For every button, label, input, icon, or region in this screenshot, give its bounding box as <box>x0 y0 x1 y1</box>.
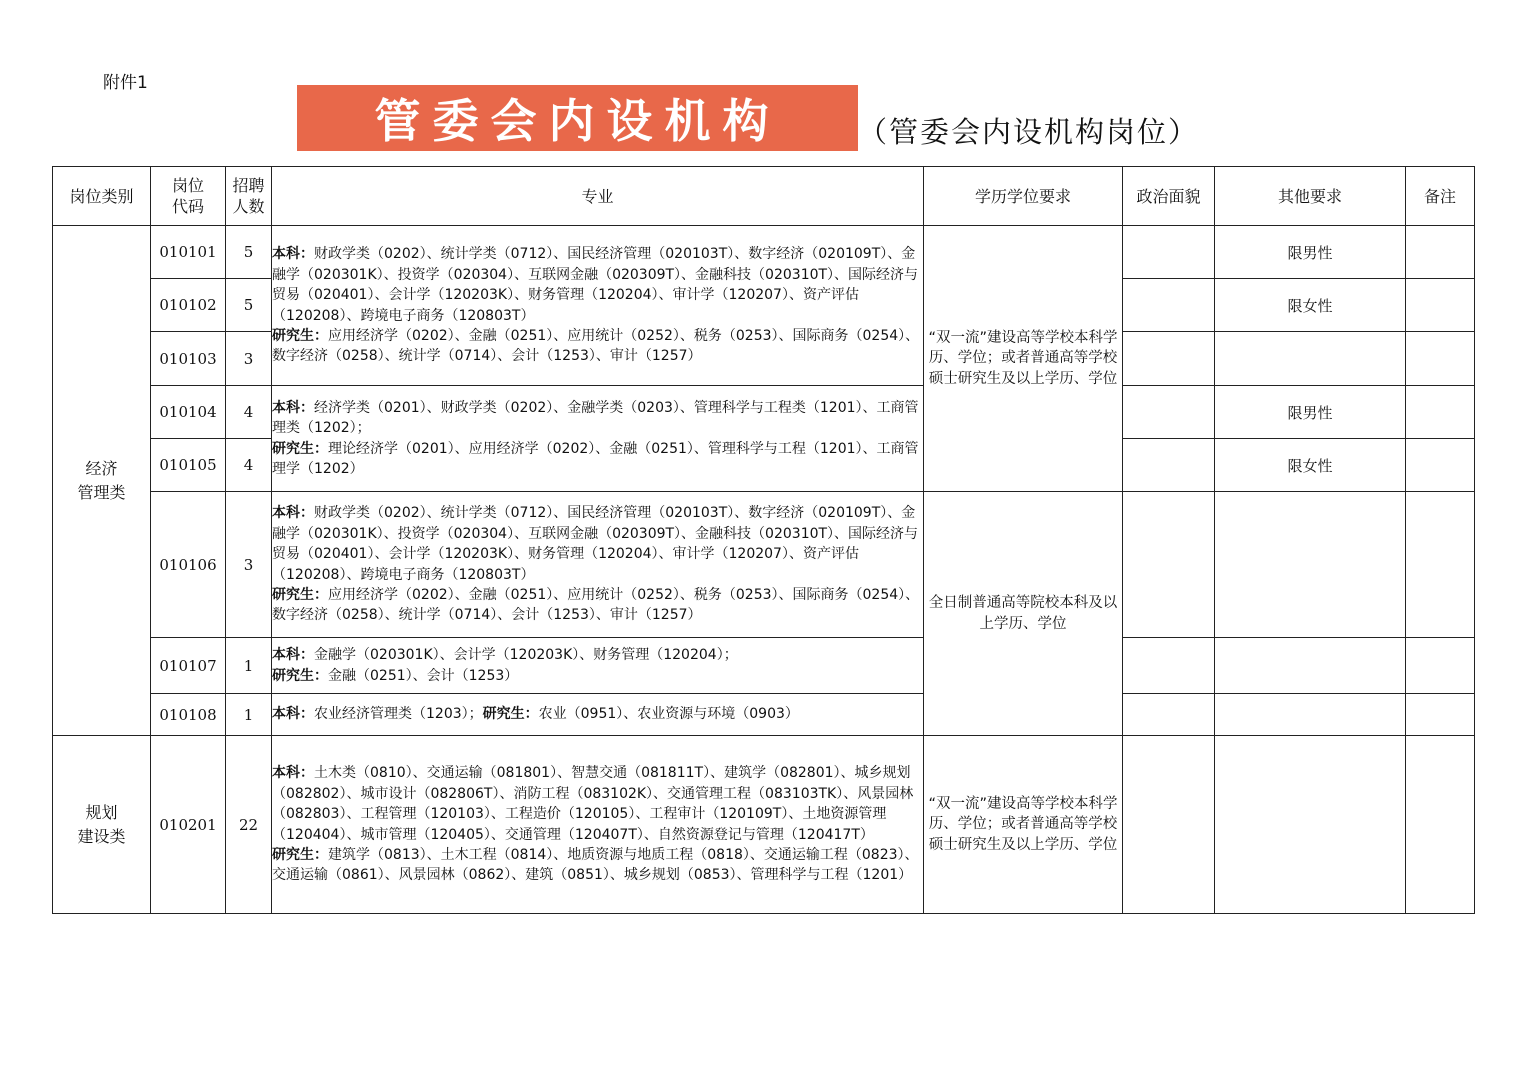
remark-cell <box>1406 694 1475 736</box>
table-row <box>53 736 1475 914</box>
political-cell <box>1123 694 1215 736</box>
positions-table <box>52 166 1475 914</box>
political-cell <box>1123 226 1215 279</box>
other-cell <box>1215 332 1406 386</box>
table-row <box>53 694 1475 736</box>
remark-cell <box>1406 332 1475 386</box>
position-code: 010201 <box>151 736 226 914</box>
position-count: 1 <box>226 694 272 736</box>
major-cell: 本科：土木类（0810）、交通运输（081801）、智慧交通（081811T）、建筑学（082801）、城乡规划（082802）、城市设计（082806T）、消防工程（083102K）、交通管理工程（083103TK）、风景园林（082803）、工程管理（120103）、工程造价（120105）、工程审计（120109T）、土地资源管理（120404）、城市管理（120405）、交通管理（120407T）、自然资源登记与管理（120417T） 研究生：建筑学（0813）、土木工程（0814）、地质资源与地质工程（0818）、交通运输工程（0823）、交通运输（0861）、风景园林（0862）、建筑（0851）、城乡规划（0853）、管理科学与工程（1201） <box>272 736 924 914</box>
education-cell: “双一流”建设高等学校本科学历、学位；或者普通高等学校硕士研究生及以上学历、学位 <box>924 736 1123 914</box>
remark-cell <box>1406 386 1475 439</box>
other-cell <box>1215 638 1406 694</box>
remark-cell <box>1406 226 1475 279</box>
remark-cell <box>1406 736 1475 914</box>
header-category: 岗位类别 <box>53 167 151 226</box>
major-cell: 本科：农业经济管理类（1203）；研究生：农业（0951）、农业资源与环境（0903） <box>272 694 924 736</box>
remark-cell <box>1406 638 1475 694</box>
other-cell <box>1215 694 1406 736</box>
table-row <box>53 386 1475 439</box>
position-count: 22 <box>226 736 272 914</box>
political-cell <box>1123 638 1215 694</box>
table-row <box>53 226 1475 279</box>
position-count: 1 <box>226 638 272 694</box>
other-cell: 限男性 <box>1215 226 1406 279</box>
political-cell <box>1123 386 1215 439</box>
major-cell: 本科：财政学类（0202）、统计学类（0712）、国民经济管理（020103T）、数字经济（020109T）、金融学（020301K）、投资学（020304）、互联网金融（020309T）、金融科技（020310T）、国际经济与贸易（020401）、会计学（120203K）、财务管理（120204）、审计学（120207）、资产评估（120208）、跨境电子商务（120803T） 研究生：应用经济学（0202）、金融（0251）、应用统计（0252）、税务（0253）、国际商务（0254）、数字经济（0258）、统计学（0714）、会计（1253）、审计（1257） <box>272 492 924 638</box>
position-code: 010105 <box>151 439 226 492</box>
position-count: 3 <box>226 492 272 638</box>
remark-cell <box>1406 279 1475 332</box>
table-row <box>53 638 1475 694</box>
position-count: 3 <box>226 332 272 386</box>
position-code: 010102 <box>151 279 226 332</box>
header-major: 专业 <box>272 167 924 226</box>
position-code: 010106 <box>151 492 226 638</box>
page-title: 管委会内设机构 <box>374 94 781 148</box>
header-other: 其他要求 <box>1215 167 1406 226</box>
position-count: 4 <box>226 386 272 439</box>
position-code: 010107 <box>151 638 226 694</box>
position-count: 5 <box>226 279 272 332</box>
major-cell: 本科：财政学类（0202）、统计学类（0712）、国民经济管理（020103T）、数字经济（020109T）、金融学（020301K）、投资学（020304）、互联网金融（020309T）、金融科技（020310T）、国际经济与贸易（020401）、会计学（120203K）、财务管理（120204）、审计学（120207）、资产评估（120208）、跨境电子商务（120803T） 研究生：应用经济学（0202）、金融（0251）、应用统计（0252）、税务（0253）、国际商务（0254）、数字经济（0258）、统计学（0714）、会计（1253）、审计（1257） <box>272 226 924 386</box>
position-code: 010101 <box>151 226 226 279</box>
page-subtitle: （管委会内设机构岗位） <box>858 115 1200 149</box>
header-code: 岗位 代码 <box>151 167 226 226</box>
remark-cell <box>1406 439 1475 492</box>
political-cell <box>1123 492 1215 638</box>
education-cell: “双一流”建设高等学校本科学历、学位；或者普通高等学校硕士研究生及以上学历、学位 <box>924 226 1123 492</box>
other-cell: 限女性 <box>1215 279 1406 332</box>
position-code: 010104 <box>151 386 226 439</box>
header-political: 政治面貌 <box>1123 167 1215 226</box>
remark-cell <box>1406 492 1475 638</box>
other-cell: 限女性 <box>1215 439 1406 492</box>
position-count: 4 <box>226 439 272 492</box>
other-cell <box>1215 736 1406 914</box>
education-cell: 全日制普通高等院校本科及以上学历、学位 <box>924 492 1123 736</box>
header-count: 招聘 人数 <box>226 167 272 226</box>
attachment-label: 附件1 <box>103 73 148 93</box>
table-row <box>53 492 1475 638</box>
other-cell <box>1215 492 1406 638</box>
position-code: 010103 <box>151 332 226 386</box>
major-cell: 本科：经济学类（0201）、财政学类（0202）、金融学类（0203）、管理科学与工程类（1201）、工商管理类（1202）； 研究生：理论经济学（0201）、应用经济学（0202）、金融（0251）、管理科学与工程（1201）、工商管理学（1202） <box>272 386 924 492</box>
header-remark: 备注 <box>1406 167 1475 226</box>
major-cell: 本科：金融学（020301K）、会计学（120203K）、财务管理（120204）； 研究生：金融（0251）、会计（1253） <box>272 638 924 694</box>
header-row <box>53 167 1475 226</box>
political-cell <box>1123 439 1215 492</box>
political-cell <box>1123 332 1215 386</box>
political-cell <box>1123 736 1215 914</box>
category-planning: 规划 建设类 <box>53 736 151 914</box>
category-econ: 经济 管理类 <box>53 226 151 736</box>
position-count: 5 <box>226 226 272 279</box>
header-education: 学历学位要求 <box>924 167 1123 226</box>
other-cell: 限男性 <box>1215 386 1406 439</box>
title-banner <box>297 85 858 151</box>
political-cell <box>1123 279 1215 332</box>
position-code: 010108 <box>151 694 226 736</box>
